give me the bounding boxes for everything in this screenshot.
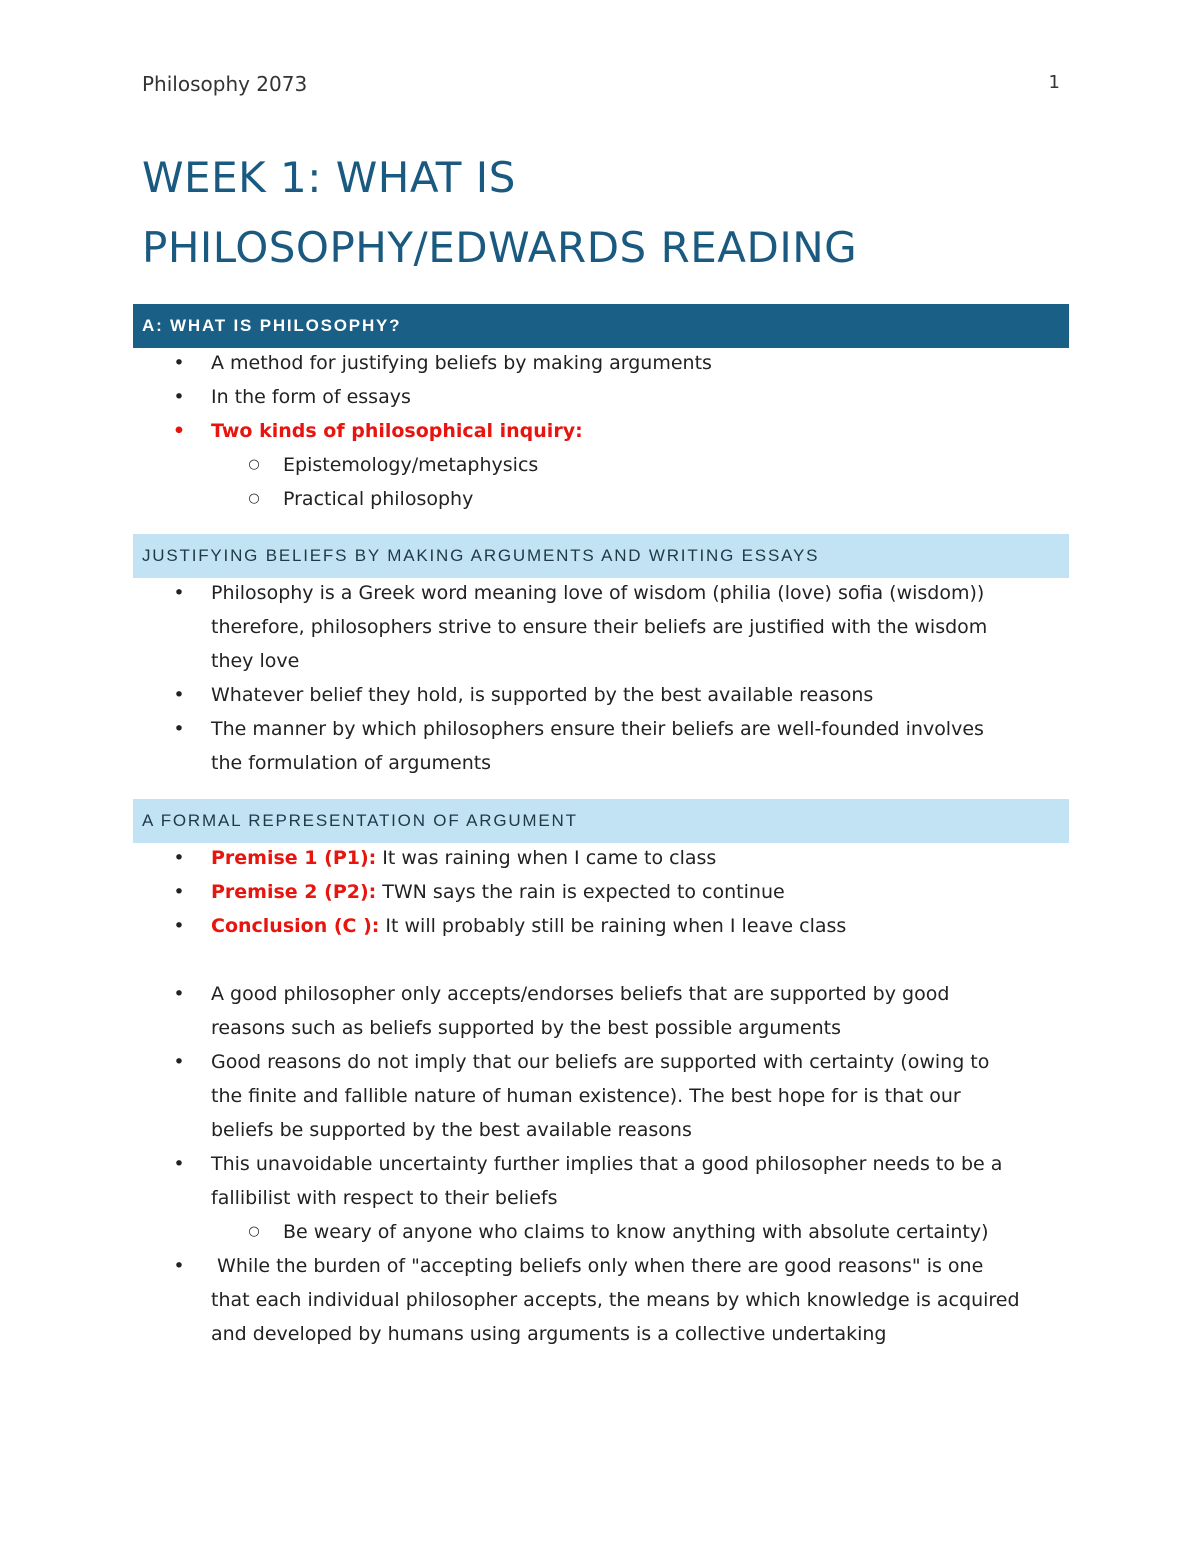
list-item-line: the formulation of arguments — [211, 752, 492, 774]
bullet-icon: • — [173, 915, 185, 937]
page-number: 1 — [1048, 72, 1060, 93]
argument-premise-1 — [0, 841, 1061, 875]
list-item — [0, 414, 1061, 448]
list-item-line: This unavoidable uncertainty further implies that a good philosopher needs to be a — [211, 1153, 1003, 1175]
section-c-list — [0, 841, 1063, 1351]
bullet-icon: • — [173, 582, 185, 604]
list-item-line: Be weary of anyone who claims to know anything with absolute certainty) — [283, 1221, 989, 1243]
page-header-course: Philosophy 2073 — [142, 72, 308, 96]
sub-list-item — [0, 482, 1063, 516]
list-item-line: the finite and fallible nature of human existence). The best hope for is that our — [211, 1085, 961, 1107]
bullet-icon: • — [173, 1051, 185, 1073]
argument-text: It was raining when I came to class — [376, 847, 717, 869]
argument-conclusion — [0, 909, 1061, 943]
list-item-line: Good reasons do not imply that our beliefs are supported with certainty (owing to — [211, 1051, 990, 1073]
bullet-icon: • — [173, 1153, 185, 1175]
section-b-list — [0, 576, 1061, 780]
list-item-text: Practical philosophy — [283, 488, 474, 510]
hollow-bullet-icon: ○ — [248, 457, 260, 472]
list-item-text: A method for justifying beliefs by making arguments — [211, 352, 712, 374]
argument-text: It will probably still be raining when I leave class — [379, 915, 847, 937]
argument-premise-2 — [0, 875, 1061, 909]
title-line-1: WEEK 1: WHAT IS — [142, 153, 516, 202]
list-item-line: Whatever belief they hold, is supported by the best available reasons — [211, 684, 874, 706]
list-item-line: While the burden of "accepting beliefs only when there are good reasons" is one — [211, 1255, 984, 1277]
list-item-line: The manner by which philosophers ensure their beliefs are well-founded involves — [211, 718, 984, 740]
bullet-icon: • — [173, 881, 185, 903]
section-heading-justifying-beliefs: JUSTIFYING BELIEFS BY MAKING ARGUMENTS AND WRITING ESSAYS — [133, 534, 1069, 578]
list-item — [0, 346, 1061, 380]
argument-text: TWN says the rain is expected to continue — [376, 881, 785, 903]
list-item — [0, 1045, 1061, 1147]
hollow-bullet-icon: ○ — [248, 491, 260, 506]
title-line-2: PHILOSOPHY/EDWARDS READING — [142, 223, 858, 272]
sub-list-item — [0, 1215, 1063, 1249]
bullet-icon: • — [173, 983, 185, 1005]
section-heading-what-is-philosophy: A: WHAT IS PHILOSOPHY? — [133, 304, 1069, 348]
list-item — [0, 712, 1061, 780]
list-item — [0, 576, 1061, 678]
bullet-icon: • — [172, 420, 186, 442]
list-item-line: and developed by humans using arguments is a collective undertaking — [211, 1323, 887, 1345]
list-item — [0, 1147, 1061, 1215]
argument-label: Conclusion (C ): — [211, 915, 380, 937]
list-spacer — [0, 943, 1061, 977]
list-item-line: fallibilist with respect to their beliefs — [211, 1187, 558, 1209]
section-a-list — [0, 346, 1063, 516]
list-item-line: that each individual philosopher accepts, the means by which knowledge is acquired — [211, 1289, 1020, 1311]
list-item-line: A good philosopher only accepts/endorses beliefs that are supported by good — [211, 983, 950, 1005]
list-item-line: reasons such as beliefs supported by the best possible arguments — [211, 1017, 841, 1039]
list-item-line: beliefs be supported by the best available reasons — [211, 1119, 692, 1141]
section-heading-formal-argument: A FORMAL REPRESENTATION OF ARGUMENT — [133, 799, 1069, 843]
list-item — [0, 977, 1061, 1045]
list-item — [0, 380, 1061, 414]
list-item-line: Philosophy is a Greek word meaning love of wisdom (philia (love) sofia (wisdom)) — [211, 582, 985, 604]
page-title — [142, 143, 1082, 283]
hollow-bullet-icon: ○ — [248, 1224, 260, 1239]
argument-label: Premise 2 (P2): — [211, 881, 377, 903]
bullet-icon: • — [173, 386, 185, 408]
bullet-icon: • — [173, 847, 185, 869]
bullet-icon: • — [173, 684, 185, 706]
list-item-text: In the form of essays — [211, 386, 411, 408]
bullet-icon: • — [173, 718, 185, 740]
bullet-icon: • — [173, 352, 185, 374]
list-item — [0, 678, 1061, 712]
list-item-line: they love — [211, 650, 300, 672]
list-item-line: therefore, philosophers strive to ensure their beliefs are justified with the wisdom — [211, 616, 988, 638]
bullet-icon: • — [173, 1255, 185, 1277]
list-item — [0, 1249, 1061, 1351]
sub-list-item — [0, 448, 1063, 482]
list-item-text-emphasis: Two kinds of philosophical inquiry: — [211, 420, 583, 442]
argument-label: Premise 1 (P1): — [211, 847, 377, 869]
list-item-text: Epistemology/metaphysics — [283, 454, 539, 476]
